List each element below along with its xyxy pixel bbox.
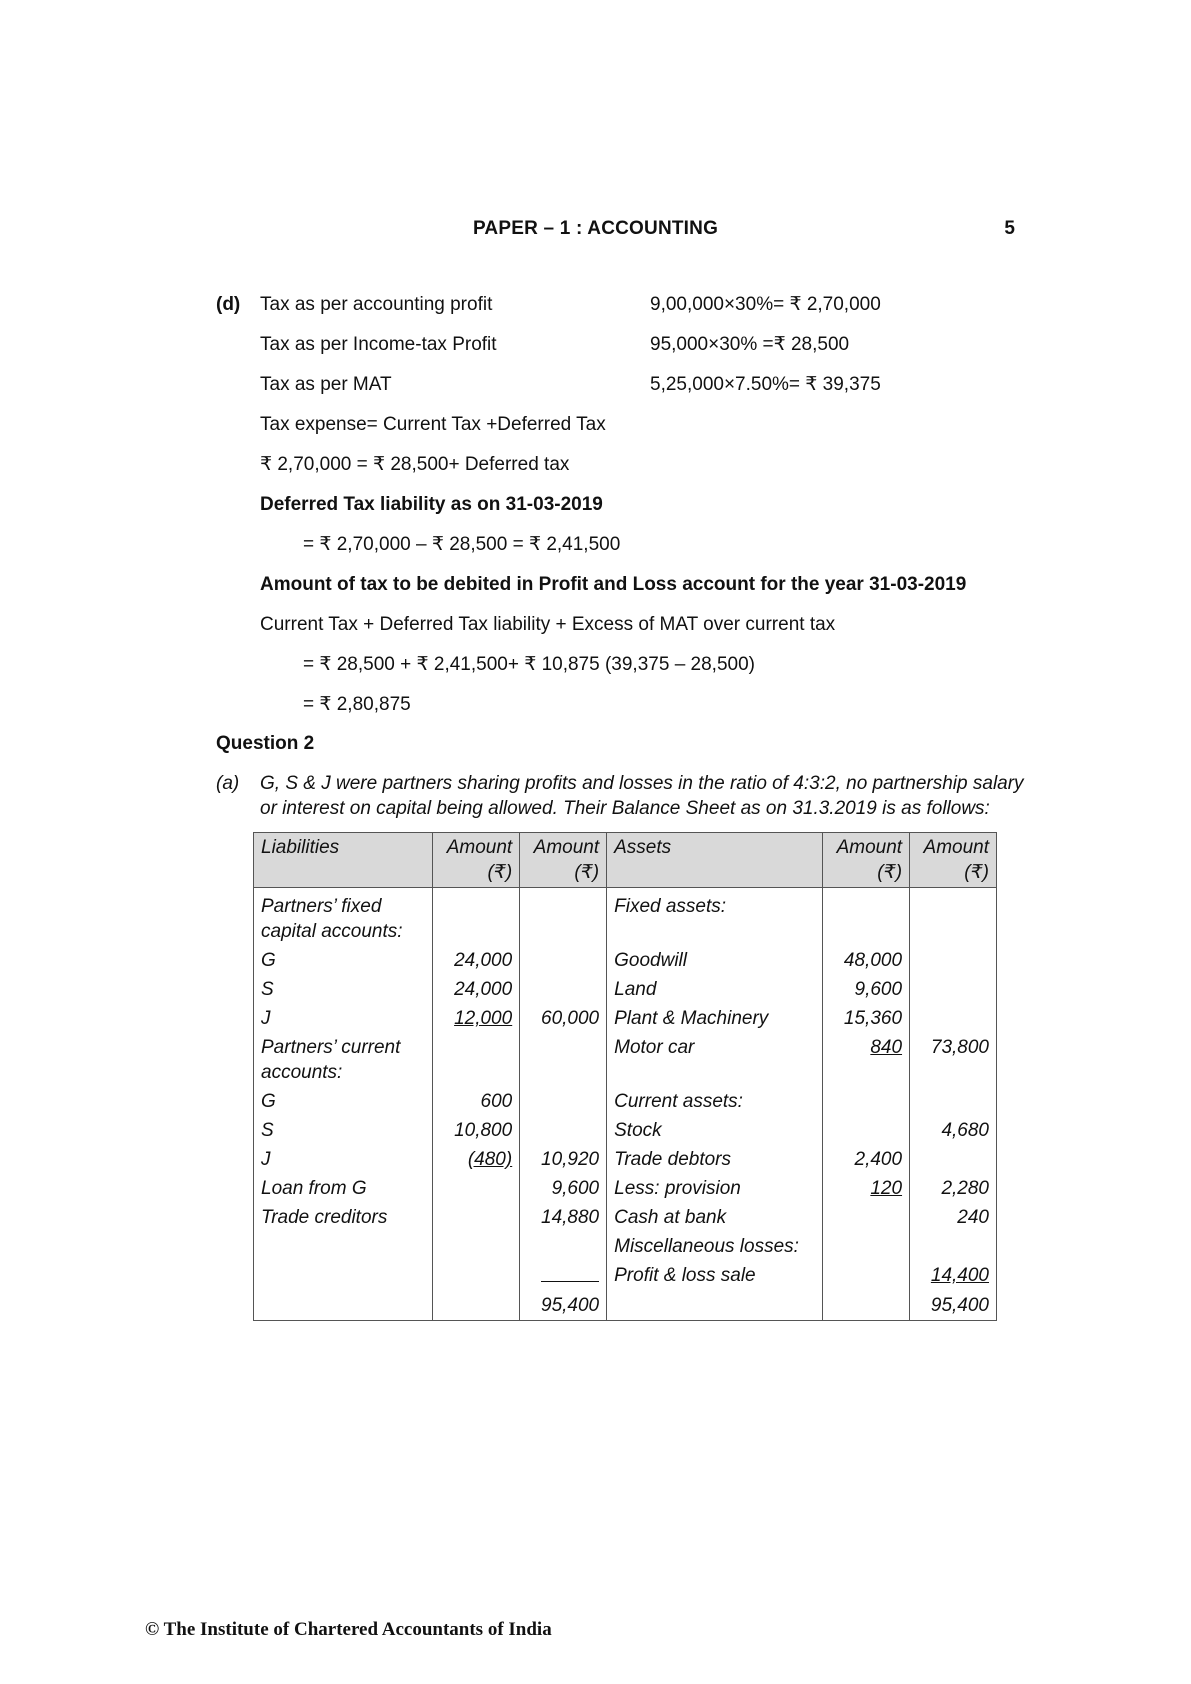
amount-cell — [823, 1232, 910, 1261]
asset-cell: Fixed assets: — [607, 888, 823, 947]
table-row — [254, 1261, 997, 1291]
question-intro-line: or interest on capital being allowed. Their Balance Sheet as on 31.3.2019 is as follows: — [260, 798, 990, 819]
liability-cell: S — [254, 975, 433, 1004]
assets-header: Assets — [607, 833, 823, 888]
dtl-calculation: = ₹ 2,70,000 – ₹ 28,500 = ₹ 2,41,500 — [303, 534, 621, 555]
amount-cell: 4,680 — [910, 1116, 997, 1145]
pl-result: = ₹ 2,80,875 — [303, 694, 411, 715]
amount-cell — [520, 975, 607, 1004]
asset-cell: Goodwill — [607, 946, 823, 975]
amount-cell — [433, 1203, 520, 1232]
pl-calculation: = ₹ 28,500 + ₹ 2,41,500+ ₹ 10,875 (39,375 – 28,500) — [303, 654, 755, 675]
asset-cell: Plant & Machinery — [607, 1004, 823, 1033]
amount-cell: 15,360 — [823, 1004, 910, 1033]
tax-expense-values: ₹ 2,70,000 = ₹ 28,500+ Deferred tax — [260, 454, 570, 475]
table-header-row — [254, 833, 997, 888]
asset-cell: Less: provision — [607, 1174, 823, 1203]
amount-cell: 9,600 — [823, 975, 910, 1004]
table-row — [254, 1116, 997, 1145]
amount-cell: 24,000 — [433, 975, 520, 1004]
amount-cell — [520, 888, 607, 947]
amount-cell: 14,880 — [520, 1203, 607, 1232]
amount-cell: 600 — [433, 1087, 520, 1116]
asset-cell: Land — [607, 975, 823, 1004]
question-intro-line: G, S & J were partners sharing profits and losses in the ratio of 4:3:2, no partnership salary — [260, 773, 1024, 794]
liability-cell: J — [254, 1145, 433, 1174]
amount-header: Amount (₹) — [520, 833, 607, 888]
tax-row-label: Tax as per accounting profit — [260, 294, 493, 315]
amount-cell — [910, 888, 997, 947]
table-row — [254, 1174, 997, 1203]
asset-cell: Trade debtors — [607, 1145, 823, 1174]
liability-cell: Trade creditors — [254, 1203, 433, 1232]
tax-expense-formula: Tax expense= Current Tax +Deferred Tax — [260, 414, 606, 435]
asset-cell: Profit & loss sale — [607, 1261, 823, 1291]
table-row — [254, 946, 997, 975]
amount-cell — [910, 1087, 997, 1116]
table-total-row — [254, 1291, 997, 1321]
dtl-heading: Deferred Tax liability as on 31-03-2019 — [260, 494, 603, 515]
tax-row-value: 9,00,000×30%= ₹ 2,70,000 — [650, 294, 881, 315]
amount-cell: 12,000 — [433, 1004, 520, 1033]
amount-cell — [823, 1203, 910, 1232]
amount-cell — [823, 1087, 910, 1116]
question-heading: Question 2 — [216, 733, 315, 754]
amount-cell: 73,800 — [910, 1033, 997, 1087]
tax-row-value: 5,25,000×7.50%= ₹ 39,375 — [650, 374, 881, 395]
amount-cell: (480) — [433, 1145, 520, 1174]
question-part-label: (a) — [216, 773, 240, 794]
amount-cell — [910, 975, 997, 1004]
balance-sheet-table — [253, 832, 997, 1321]
part-d-label: (d) — [216, 294, 241, 315]
liability-cell — [254, 1232, 433, 1261]
amount-cell — [433, 1232, 520, 1261]
amount-cell — [433, 888, 520, 947]
amount-cell — [520, 1232, 607, 1261]
amount-cell — [433, 1291, 520, 1321]
liability-cell: Partners’ fixed capital accounts: — [254, 888, 433, 947]
liability-cell: S — [254, 1116, 433, 1145]
amount-header: Amount (₹) — [910, 833, 997, 888]
amount-cell: 9,600 — [520, 1174, 607, 1203]
amount-cell — [433, 1261, 520, 1291]
pl-formula: Current Tax + Deferred Tax liability + Excess of MAT over current tax — [260, 614, 836, 635]
asset-cell — [607, 1291, 823, 1321]
asset-cell: Motor car — [607, 1033, 823, 1087]
table-row — [254, 1004, 997, 1033]
amount-cell: 14,400 — [910, 1261, 997, 1291]
liability-cell: G — [254, 1087, 433, 1116]
page-header-title: PAPER – 1 : ACCOUNTING — [472, 218, 719, 239]
amount-cell — [823, 1116, 910, 1145]
amount-header: Amount (₹) — [433, 833, 520, 888]
total-rule — [541, 1263, 599, 1282]
tax-row-label: Tax as per MAT — [260, 374, 392, 395]
liability-cell: G — [254, 946, 433, 975]
asset-cell: Stock — [607, 1116, 823, 1145]
liability-cell: Partners’ current accounts: — [254, 1033, 433, 1087]
amount-cell — [520, 946, 607, 975]
amount-cell: 240 — [910, 1203, 997, 1232]
liability-cell — [254, 1261, 433, 1291]
amount-header: Amount (₹) — [823, 833, 910, 888]
amount-cell — [433, 1033, 520, 1087]
amount-cell — [520, 1261, 607, 1291]
amount-cell: 48,000 — [823, 946, 910, 975]
table-row — [254, 1033, 997, 1087]
liability-cell: J — [254, 1004, 433, 1033]
table-row — [254, 975, 997, 1004]
amount-cell — [910, 1145, 997, 1174]
amount-cell: 10,800 — [433, 1116, 520, 1145]
amount-cell — [520, 1033, 607, 1087]
footer-copyright: © The Institute of Chartered Accountants of India — [145, 1619, 552, 1640]
asset-cell: Cash at bank — [607, 1203, 823, 1232]
table-row — [254, 888, 997, 947]
amount-cell: 120 — [823, 1174, 910, 1203]
page-number: 5 — [1004, 218, 1015, 239]
amount-cell: 60,000 — [520, 1004, 607, 1033]
pl-heading: Amount of tax to be debited in Profit and Loss account for the year 31-03-2019 — [260, 574, 967, 595]
amount-cell — [823, 888, 910, 947]
amount-cell: 10,920 — [520, 1145, 607, 1174]
liabilities-header: Liabilities — [254, 833, 433, 888]
table-row — [254, 1232, 997, 1261]
amount-cell: 2,280 — [910, 1174, 997, 1203]
amount-cell — [433, 1174, 520, 1203]
asset-cell: Current assets: — [607, 1087, 823, 1116]
amount-cell — [823, 1261, 910, 1291]
liability-cell: Loan from G — [254, 1174, 433, 1203]
amount-cell: 2,400 — [823, 1145, 910, 1174]
tax-row-value: 95,000×30% =₹ 28,500 — [650, 334, 850, 355]
amount-cell — [910, 1004, 997, 1033]
table-row — [254, 1203, 997, 1232]
amount-cell: 840 — [823, 1033, 910, 1087]
amount-cell — [910, 946, 997, 975]
total-cell: 95,400 — [520, 1291, 607, 1321]
table-row — [254, 1087, 997, 1116]
total-cell: 95,400 — [910, 1291, 997, 1321]
amount-cell — [520, 1116, 607, 1145]
table-row — [254, 1145, 997, 1174]
amount-cell: 24,000 — [433, 946, 520, 975]
amount-cell — [520, 1087, 607, 1116]
amount-cell — [910, 1232, 997, 1261]
tax-row-label: Tax as per Income-tax Profit — [260, 334, 497, 355]
asset-cell: Miscellaneous losses: — [607, 1232, 823, 1261]
amount-cell — [823, 1291, 910, 1321]
liability-cell — [254, 1291, 433, 1321]
